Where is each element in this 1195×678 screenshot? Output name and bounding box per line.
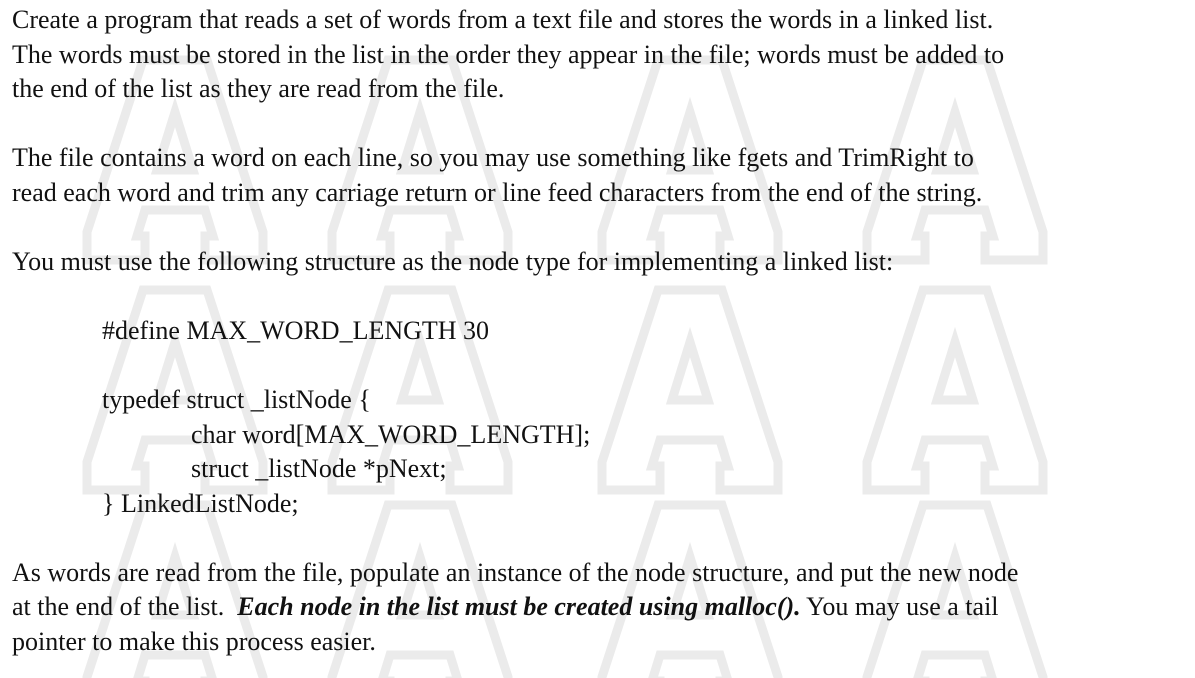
code-closing-line: } LinkedListNode; xyxy=(102,489,299,518)
paragraph4-line2-start: at the end of the list. xyxy=(12,592,238,621)
paragraph1-line3: the end of the list as they are read from the file. xyxy=(12,74,505,103)
paragraph4-line2-end: You may use a tail xyxy=(800,592,999,621)
paragraph2-line2: read each word and trim any carriage return or line feed characters from the end of the string. xyxy=(12,178,983,207)
paragraph4-line3: pointer to make this process easier. xyxy=(12,627,376,656)
paragraph4-line1: As words are read from the file, populate an instance of the node structure, and put the new node xyxy=(12,558,1019,587)
paragraph1-line2: The words must be stored in the list in the order they appear in the file; words must be added to xyxy=(12,40,1005,69)
code-define-line: #define MAX_WORD_LENGTH 30 xyxy=(102,316,490,345)
paragraph2-line1: The file contains a word on each line, so you may use something like fgets and TrimRight to xyxy=(12,143,974,172)
paragraph3-line1: You must use the following structure as the node type for implementing a linked list: xyxy=(12,247,894,276)
code-member-pnext: struct _listNode *pNext; xyxy=(191,454,447,483)
paragraph1-line1: Create a program that reads a set of words from a text file and stores the words in a linked list. xyxy=(12,5,994,34)
paragraph4-line2 xyxy=(12,590,999,625)
code-typedef-line: typedef struct _listNode { xyxy=(102,385,371,414)
malloc-emphasis: Each node in the list must be created using malloc(). xyxy=(237,592,801,621)
code-member-word: char word[MAX_WORD_LENGTH]; xyxy=(191,420,591,449)
